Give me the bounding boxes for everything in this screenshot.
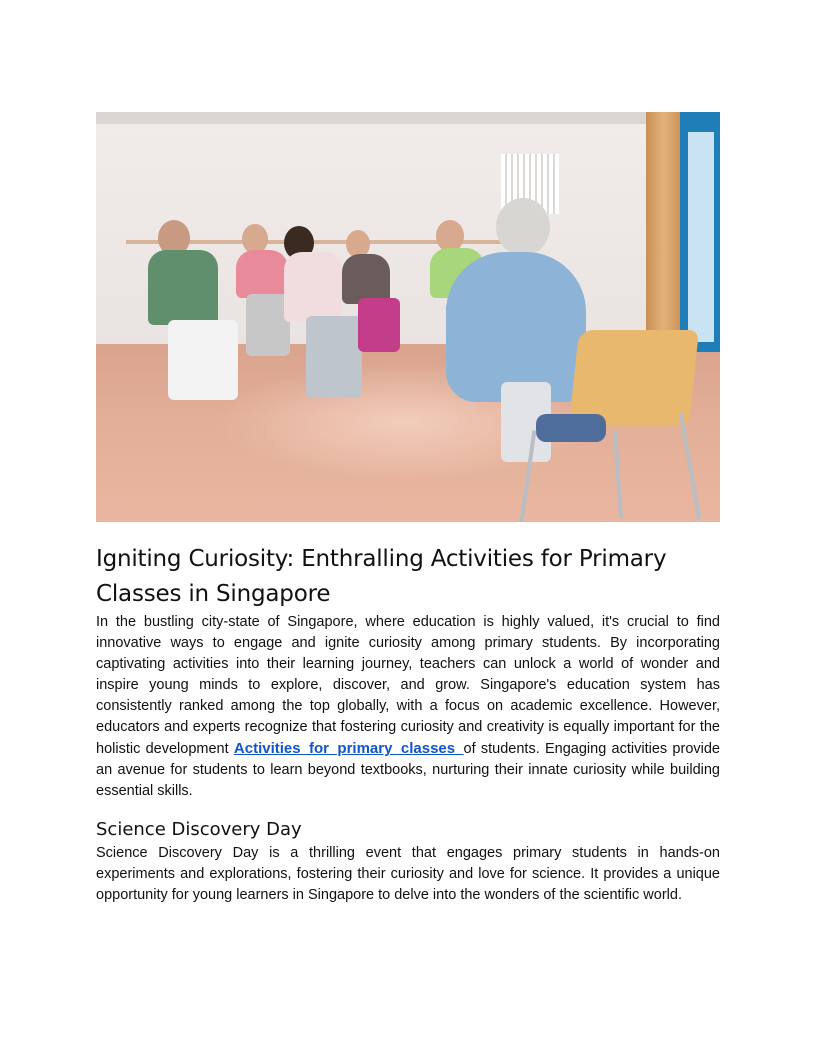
hero-photo	[96, 112, 720, 522]
intro-text-after-link: of students. Engaging activities provide an avenue for students to learn beyond textbooks, nurturing their innate curiosity while building essential skills.	[96, 741, 720, 799]
article-title: Igniting Curiosity: Enthralling Activities for Primary Classes in Singapore	[96, 546, 667, 607]
photo-chair-back	[569, 330, 699, 425]
photo-chair-seat	[536, 414, 606, 442]
activities-link[interactable]: Activities for primary classes	[233, 740, 464, 757]
intro-paragraph	[96, 612, 720, 802]
intro-text-before-link: In the bustling city-state of Singapore, where education is highly valued, it's crucial to find innovative ways to engage and ignite curiosity among primary students. By incorporating captivating activities into their learning journey, teachers can unlock a world of wonder and inspire young minds to explore, discover, and grow. Singapore's education system has consistently ranked among the top globally, with a focus on academic excellence. However, educators and experts recognize that fostering curiosity and creativity is equally important for the holistic development	[96, 614, 720, 757]
document-page	[96, 112, 720, 906]
photo-window-glass	[688, 132, 714, 342]
section-title: Science Discovery Day	[96, 819, 302, 840]
photo-curtain	[646, 112, 682, 342]
photo-ceiling	[96, 112, 720, 124]
section-paragraph: Science Discovery Day is a thrilling event that engages primary students in hands-on experiments and explorations, fostering their curiosity and love for science. It provides a unique opportunity for young learners in Singapore to delve into the wonders of the scientific world.	[96, 845, 720, 903]
